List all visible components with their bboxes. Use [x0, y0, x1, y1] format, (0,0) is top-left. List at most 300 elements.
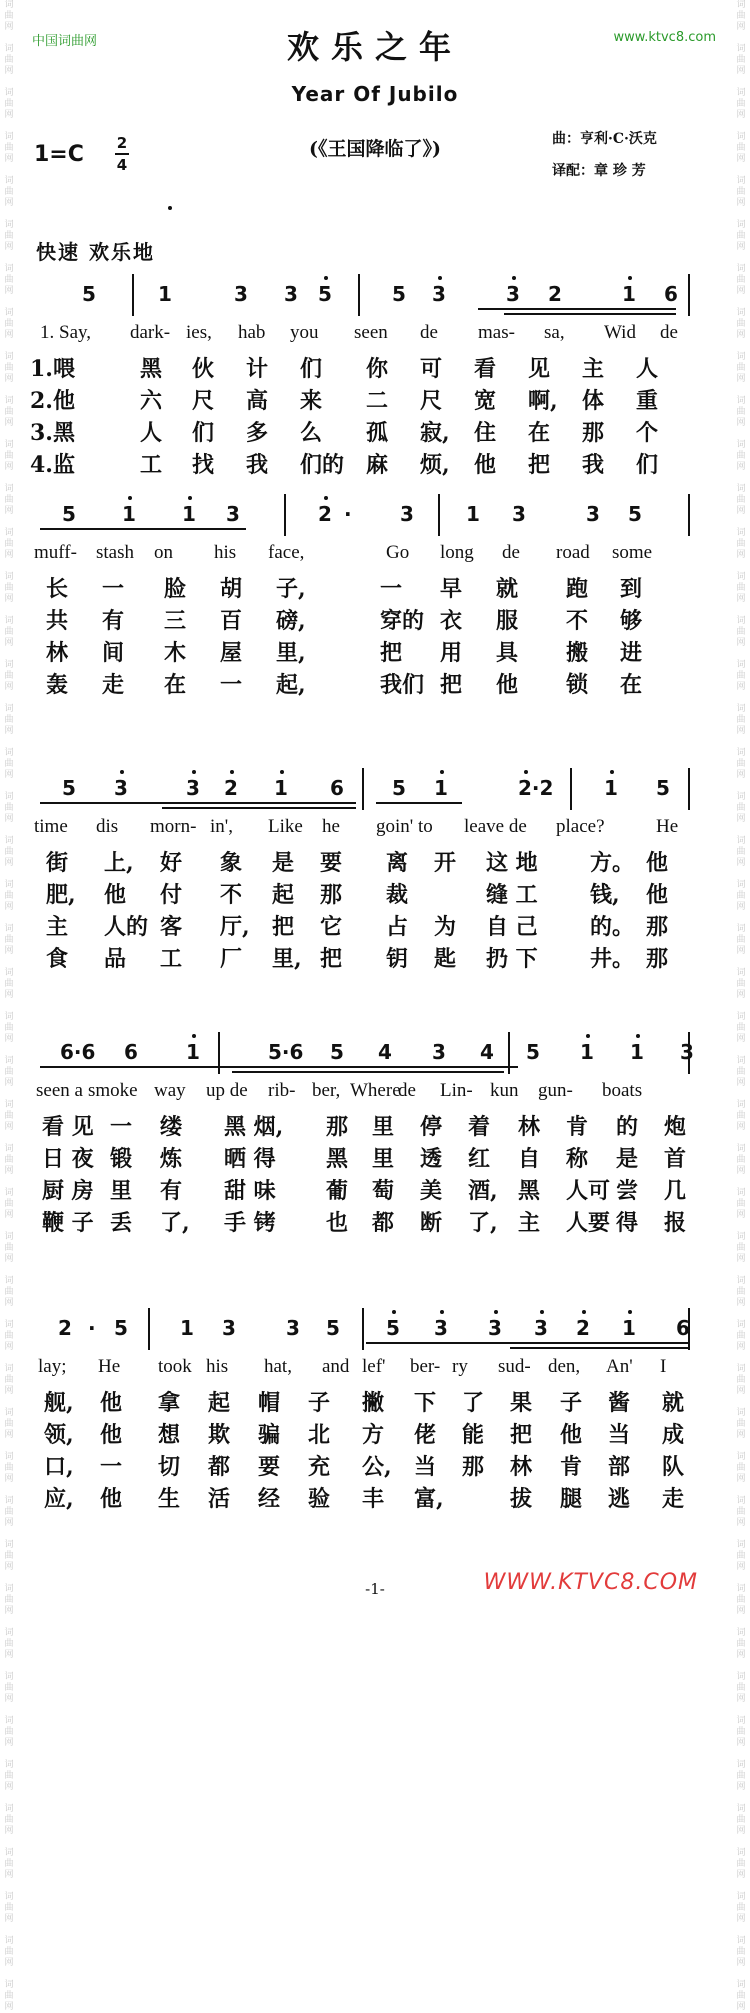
note: 3	[680, 1040, 694, 1064]
chinese-lyric: 肯	[560, 1454, 583, 1480]
note: 5	[628, 502, 642, 526]
chinese-lyric: 成	[662, 1422, 685, 1448]
chinese-lyric: 离	[386, 850, 409, 876]
note: 3	[586, 502, 600, 526]
chinese-lyric: 报	[664, 1210, 687, 1236]
note: 5	[62, 502, 76, 526]
english-lyric: I	[660, 1356, 667, 1377]
note: 1	[180, 1316, 194, 1340]
chinese-lyric: 能	[462, 1422, 485, 1448]
beam-line	[162, 807, 356, 809]
song-subtitle: Year Of Jubilo	[291, 82, 459, 106]
chinese-lyric: 二	[366, 388, 389, 414]
note: 3	[432, 1040, 446, 1064]
chinese-lyric: 他	[646, 850, 669, 876]
chinese-lyric: 屋	[220, 640, 243, 666]
chinese-lyric: 起	[272, 882, 295, 908]
chinese-lyric: 那	[462, 1454, 485, 1480]
chinese-lyric: 他	[496, 672, 519, 698]
chinese-lyric: 一	[110, 1114, 133, 1140]
barline	[688, 274, 690, 316]
chinese-lyric: 把	[440, 672, 463, 698]
time-top: 2	[116, 134, 128, 152]
english-lyric: muff-	[34, 542, 77, 563]
chinese-lyric: 断	[420, 1210, 443, 1236]
chinese-lyric: 的。	[590, 914, 635, 940]
note: 1	[604, 776, 618, 800]
english-lyric: place?	[556, 816, 605, 837]
chinese-lyric: 尺	[192, 388, 215, 414]
chinese-lyric: 要	[258, 1454, 281, 1480]
chinese-lyric: 萄	[372, 1178, 395, 1204]
note: 5	[114, 1316, 128, 1340]
english-lyric: way	[154, 1080, 186, 1101]
chinese-lyric: 都	[372, 1210, 395, 1236]
note: 2	[224, 776, 238, 800]
chinese-lyric: 里,	[272, 946, 302, 972]
english-lyric: ies,	[186, 322, 212, 343]
barline	[570, 768, 572, 810]
chinese-lyric: 六	[140, 388, 163, 414]
chinese-lyric: 锁	[566, 672, 589, 698]
chinese-lyric: 间	[102, 640, 125, 666]
chinese-lyric: 人	[636, 356, 659, 382]
chinese-lyric: 三	[164, 608, 187, 634]
chinese-lyric: 们	[300, 356, 323, 382]
note: 1	[580, 1040, 594, 1064]
chinese-lyric: 他	[100, 1486, 123, 1512]
chinese-lyric: 自	[518, 1146, 541, 1172]
chinese-lyric: 起	[208, 1390, 231, 1416]
tempo-marking: 快速 欢乐地	[36, 240, 155, 264]
barline	[132, 274, 134, 316]
note: 6	[676, 1316, 690, 1340]
chinese-lyric: 们	[636, 452, 659, 478]
note: 3	[114, 776, 128, 800]
chinese-lyric: 见	[528, 356, 551, 382]
beam-line	[478, 308, 676, 310]
chinese-lyric: 不	[220, 882, 243, 908]
english-lyric: He	[656, 816, 679, 837]
chinese-lyric: 伙	[192, 356, 215, 382]
chinese-lyric: 百	[220, 608, 243, 634]
chinese-lyric: 酒,	[468, 1178, 498, 1204]
barline	[358, 274, 360, 316]
chinese-lyric: 人的	[104, 914, 149, 940]
chinese-lyric: 锻	[110, 1146, 133, 1172]
octave-dot	[188, 496, 192, 500]
chinese-lyric: 黑	[140, 356, 163, 382]
note: 5	[392, 776, 406, 800]
octave-dot	[582, 1310, 586, 1314]
chinese-lyric: 体	[582, 388, 605, 414]
octave-dot	[192, 1034, 196, 1038]
chinese-lyric: 自 己	[486, 914, 538, 940]
english-lyric: his	[206, 1356, 229, 1377]
note: 6	[124, 1040, 138, 1064]
octave-dot	[128, 496, 132, 500]
chinese-lyric: 脸	[164, 576, 187, 602]
note: 3	[434, 1316, 448, 1340]
chinese-lyric: 首	[664, 1146, 687, 1172]
chinese-lyric: 钥	[386, 946, 409, 972]
composer-credit: 曲：亨利·C·沃克	[552, 131, 657, 147]
english-lyric: Where	[350, 1080, 401, 1101]
left-watermark-strip: 词 曲 网 词 曲 网 词 曲 网 词 曲 网 词 曲 网 词 曲 网 词 曲 网 词 曲 网 词 曲 网 词 曲 网 词 曲 网 词 曲 网 词 曲 网 词 曲 网 词 曲 网 词 曲 网 词 曲 网 词 曲 网 词 曲 网 词 曲 网 词 曲 网 词 曲 网 词 曲 网 词 曲 网 词 曲 网 词 曲 网 词 曲 网 词 曲 网 词 曲 网 词 曲 网 词 曲 网 词 曲 网 词 曲 网 词 曲 网 词 曲 网 词 曲 网 词 曲 网 词 曲 网 词 曲 网 词 曲 网 词 曲 网 词 曲 网 词 曲 网 词 曲 网 词 曲 网 词 曲 网	[4, 0, 14, 2012]
chinese-lyric: 4.监	[30, 452, 75, 478]
octave-dot	[440, 770, 444, 774]
chinese-lyric: 他	[560, 1422, 583, 1448]
chinese-lyric: 有	[102, 608, 125, 634]
chinese-lyric: 他	[474, 452, 497, 478]
chinese-lyric: 宽	[474, 388, 497, 414]
chinese-lyric: 腿	[560, 1486, 583, 1512]
chinese-lyric: 方	[362, 1422, 385, 1448]
note: 5	[526, 1040, 540, 1064]
english-lyric: kun	[490, 1080, 519, 1101]
chinese-lyric: 透	[420, 1146, 443, 1172]
note: 6	[330, 776, 344, 800]
chinese-lyric: 搬	[566, 640, 589, 666]
bottom-watermark: WWW.KTVC8.COM	[483, 1570, 698, 1595]
note: 1	[466, 502, 480, 526]
beam-line	[504, 313, 676, 315]
note: 1	[186, 1040, 200, 1064]
chinese-lyric: 子	[560, 1390, 583, 1416]
song-title: 欢乐之年	[286, 28, 463, 66]
chinese-lyric: 撇	[362, 1390, 385, 1416]
right-watermark-strip: 词 曲 网 词 曲 网 词 曲 网 词 曲 网 词 曲 网 词 曲 网 词 曲 网 词 曲 网 词 曲 网 词 曲 网 词 曲 网 词 曲 网 词 曲 网 词 曲 网 词 曲 网 词 曲 网 词 曲 网 词 曲 网 词 曲 网 词 曲 网 词 曲 网 词 曲 网 词 曲 网 词 曲 网 词 曲 网 词 曲 网 词 曲 网 词 曲 网 词 曲 网 词 曲 网 词 曲 网 词 曲 网 词 曲 网 词 曲 网 词 曲 网 词 曲 网 词 曲 网 词 曲 网 词 曲 网 词 曲 网 词 曲 网 词 曲 网 词 曲 网 词 曲 网 词 曲 网 词 曲 网	[736, 0, 746, 2012]
chinese-lyric: 了,	[160, 1210, 190, 1236]
octave-dot	[324, 276, 328, 280]
chinese-lyric: 那	[326, 1114, 349, 1140]
note: 3	[222, 1316, 236, 1340]
chinese-lyric: 早	[440, 576, 463, 602]
chinese-lyric: 工	[160, 946, 183, 972]
chinese-lyric: 缕	[160, 1114, 183, 1140]
english-lyric: smoke	[88, 1080, 138, 1101]
octave-dot	[636, 1034, 640, 1038]
chinese-lyric: 井。	[590, 946, 635, 972]
english-lyric: de	[502, 542, 520, 563]
note: 4	[378, 1040, 392, 1064]
chinese-lyric: 鞭 子	[42, 1210, 94, 1236]
english-lyric: leave de	[464, 816, 527, 837]
english-lyric: 1. Say,	[40, 322, 92, 343]
note: 3	[400, 502, 414, 526]
octave-dot	[438, 276, 442, 280]
chinese-lyric: 黑	[518, 1178, 541, 1204]
english-lyric: sud-	[498, 1356, 531, 1377]
note: 3	[488, 1316, 502, 1340]
chinese-lyric: 领,	[44, 1422, 74, 1448]
chinese-lyric: 日 夜	[42, 1146, 94, 1172]
chinese-lyric: 方。	[590, 850, 635, 876]
english-lyric: Lin-	[440, 1080, 473, 1101]
note: ·	[88, 1316, 96, 1340]
chinese-lyric: 逃	[608, 1486, 631, 1512]
chinese-lyric: 经	[258, 1486, 281, 1512]
chinese-lyric: 主	[518, 1210, 541, 1236]
chinese-lyric: 具	[496, 640, 519, 666]
key-signature: 1=C	[34, 142, 84, 167]
chinese-lyric: 缝 工	[486, 882, 538, 908]
chinese-lyric: 葡	[326, 1178, 349, 1204]
barline	[438, 494, 440, 536]
chinese-lyric: 想	[158, 1422, 181, 1448]
note: 6	[664, 282, 678, 306]
chinese-lyric: 厅,	[220, 914, 250, 940]
chinese-lyric: 美	[420, 1178, 443, 1204]
english-lyric: de	[660, 322, 678, 343]
chinese-lyric: 丰	[362, 1486, 385, 1512]
chinese-lyric: 一	[102, 576, 125, 602]
note: 5	[326, 1316, 340, 1340]
barline	[688, 494, 690, 536]
english-lyric: rib-	[268, 1080, 296, 1101]
note: 3	[534, 1316, 548, 1340]
site-watermark-right: www.ktvc8.com	[613, 30, 716, 45]
english-lyric: he	[322, 816, 340, 837]
beam-line	[510, 1347, 690, 1349]
chinese-lyric: 他	[100, 1422, 123, 1448]
note: 3	[512, 502, 526, 526]
chinese-lyric: 食	[46, 946, 69, 972]
barline	[688, 768, 690, 810]
english-lyric: in',	[210, 816, 233, 837]
english-lyric: took	[158, 1356, 192, 1377]
english-lyric: de	[398, 1080, 416, 1101]
chinese-lyric: 口,	[44, 1454, 74, 1480]
note: 2	[318, 502, 332, 526]
chinese-lyric: 不	[566, 608, 589, 634]
chinese-lyric: 肯	[566, 1114, 589, 1140]
chinese-lyric: 么	[300, 420, 323, 446]
chinese-lyric: 拔	[510, 1486, 533, 1512]
chinese-lyric: 把	[320, 946, 343, 972]
chinese-lyric: 都	[208, 1454, 231, 1480]
note: 5	[62, 776, 76, 800]
english-lyric: on	[154, 542, 173, 563]
chinese-lyric: 走	[662, 1486, 685, 1512]
note: 5·6	[268, 1040, 304, 1064]
chinese-lyric: 的	[616, 1114, 639, 1140]
chinese-lyric: 上,	[104, 850, 134, 876]
chinese-lyric: 为	[434, 914, 457, 940]
chinese-lyric: 品	[104, 946, 127, 972]
english-lyric: lef'	[362, 1356, 386, 1377]
octave-dot	[540, 1310, 544, 1314]
chinese-lyric: 果	[510, 1390, 533, 1416]
beam-line	[40, 802, 356, 804]
chinese-lyric: 黑	[326, 1146, 349, 1172]
chinese-lyric: 我	[246, 452, 269, 478]
octave-dot	[494, 1310, 498, 1314]
chinese-lyric: 人要	[566, 1210, 611, 1236]
chinese-lyric: 手 铐	[224, 1210, 276, 1236]
note: 2	[576, 1316, 590, 1340]
chinese-lyric: 主	[46, 914, 69, 940]
beam-line	[232, 1071, 504, 1073]
chinese-lyric: 高	[246, 388, 269, 414]
chinese-lyric: 麻	[366, 452, 389, 478]
english-lyric: mas-	[478, 322, 515, 343]
octave-dot	[192, 770, 196, 774]
chinese-lyric: 那	[646, 914, 669, 940]
chinese-lyric: 拿	[158, 1390, 181, 1416]
chinese-lyric: 厂	[220, 946, 243, 972]
octave-dot	[280, 770, 284, 774]
chinese-lyric: 炮	[664, 1114, 687, 1140]
beam-line	[40, 528, 246, 530]
beam-line	[232, 1066, 504, 1068]
chinese-lyric: 林	[46, 640, 69, 666]
stray-dot	[168, 206, 172, 210]
chinese-lyric: 里	[372, 1114, 395, 1140]
chinese-lyric: 活	[208, 1486, 231, 1512]
chinese-lyric: 了	[462, 1390, 485, 1416]
chinese-lyric: 他	[100, 1390, 123, 1416]
chinese-lyric: 匙	[434, 946, 457, 972]
chinese-lyric: 轰	[46, 672, 69, 698]
barline	[284, 494, 286, 536]
beam-line	[366, 1342, 512, 1344]
chinese-lyric: 街	[46, 850, 69, 876]
chinese-lyric: 队	[662, 1454, 685, 1480]
octave-dot	[440, 1310, 444, 1314]
note: 3	[186, 776, 200, 800]
chinese-lyric: 了,	[468, 1210, 498, 1236]
octave-dot	[628, 1310, 632, 1314]
chinese-lyric: 扔 下	[486, 946, 538, 972]
chinese-lyric: 3.黑	[30, 420, 75, 446]
english-lyric: Go	[386, 542, 410, 563]
chinese-lyric: 公,	[362, 1454, 392, 1480]
chinese-lyric: 付	[160, 882, 183, 908]
chinese-lyric: 主	[582, 356, 605, 382]
chinese-lyric: 舰,	[44, 1390, 74, 1416]
chinese-lyric: 孤	[366, 420, 389, 446]
chinese-lyric: 找	[192, 452, 215, 478]
octave-dot	[324, 496, 328, 500]
chinese-lyric: 子	[308, 1390, 331, 1416]
chinese-lyric: 看	[474, 356, 497, 382]
chinese-lyric: 酱	[608, 1390, 631, 1416]
note: 2	[548, 282, 562, 306]
beam-line	[376, 802, 462, 804]
note: 1	[158, 282, 172, 306]
chinese-lyric: 磅,	[276, 608, 306, 634]
note: 4	[480, 1040, 494, 1064]
chinese-lyric: 人可	[566, 1178, 611, 1204]
chinese-lyric: 下	[414, 1390, 437, 1416]
chinese-lyric: 裁	[386, 882, 409, 908]
note: 5	[82, 282, 96, 306]
english-lyric: long	[440, 542, 474, 563]
octave-dot	[586, 1034, 590, 1038]
note: ·	[344, 502, 352, 526]
english-lyric: Like	[268, 816, 303, 837]
chinese-lyric: 当	[414, 1454, 437, 1480]
octave-dot	[230, 770, 234, 774]
octave-dot	[120, 770, 124, 774]
chinese-lyric: 黑 烟,	[224, 1114, 284, 1140]
chinese-lyric: 红	[468, 1146, 491, 1172]
english-lyric: ber,	[312, 1080, 341, 1101]
note: 2	[58, 1316, 72, 1340]
chinese-lyric: 寂,	[420, 420, 450, 446]
chinese-lyric: 部	[608, 1454, 631, 1480]
chinese-lyric: 当	[608, 1422, 631, 1448]
chinese-lyric: 林	[510, 1454, 533, 1480]
english-lyric: boats	[602, 1080, 643, 1101]
english-lyric: hab	[238, 322, 266, 343]
chinese-lyric: 充	[308, 1454, 331, 1480]
chinese-lyric: 一	[380, 576, 403, 602]
chinese-lyric: 是	[272, 850, 295, 876]
chinese-lyric: 把	[272, 914, 295, 940]
chinese-lyric: 看 见	[42, 1114, 94, 1140]
chinese-lyric: 象	[220, 850, 243, 876]
chinese-lyric: 在	[620, 672, 643, 698]
chinese-lyric: 切	[158, 1454, 181, 1480]
octave-dot	[628, 276, 632, 280]
chinese-lyric: 里	[372, 1146, 395, 1172]
note: 3	[234, 282, 248, 306]
chinese-lyric: 他	[646, 882, 669, 908]
chinese-lyric: 骗	[258, 1422, 281, 1448]
chinese-lyric: 晒 得	[224, 1146, 276, 1172]
chinese-lyric: 尺	[420, 388, 443, 414]
chinese-lyric: 尝	[616, 1178, 639, 1204]
english-lyric: stash	[96, 542, 134, 563]
english-lyric: lay;	[38, 1356, 67, 1377]
chinese-lyric: 可	[420, 356, 443, 382]
chinese-lyric: 就	[496, 576, 519, 602]
chinese-lyric: 走	[102, 672, 125, 698]
chinese-lyric: 要	[320, 850, 343, 876]
chinese-lyric: 着	[468, 1114, 491, 1140]
chinese-lyric: 里,	[276, 640, 306, 666]
site-watermark-left: 中国词曲网	[32, 34, 98, 49]
chinese-lyric: 是	[616, 1146, 639, 1172]
chinese-lyric: 人	[140, 420, 163, 446]
chinese-lyric: 我	[582, 452, 605, 478]
chinese-lyric: 用	[440, 640, 463, 666]
note: 1	[434, 776, 448, 800]
english-lyric: goin'	[376, 816, 414, 837]
chinese-lyric: 把	[510, 1422, 533, 1448]
chinese-lyric: 长	[46, 576, 69, 602]
chinese-lyric: 来	[300, 388, 323, 414]
chinese-lyric: 进	[620, 640, 643, 666]
english-lyric: sa,	[544, 322, 565, 343]
chinese-lyric: 厨 房	[42, 1178, 94, 1204]
english-lyric: den,	[548, 1356, 581, 1377]
chinese-lyric: 称	[566, 1146, 589, 1172]
note: 1	[622, 1316, 636, 1340]
chinese-lyric: 2.他	[30, 388, 75, 414]
chinese-lyric: 占	[386, 914, 409, 940]
chinese-lyric: 这 地	[486, 850, 538, 876]
note: 6·6	[60, 1040, 96, 1064]
octave-dot	[610, 770, 614, 774]
chinese-lyric: 重	[636, 388, 659, 414]
note: 1	[274, 776, 288, 800]
chinese-lyric: 有	[160, 1178, 183, 1204]
english-lyric: time	[34, 816, 68, 837]
chinese-lyric: 多	[246, 420, 269, 446]
